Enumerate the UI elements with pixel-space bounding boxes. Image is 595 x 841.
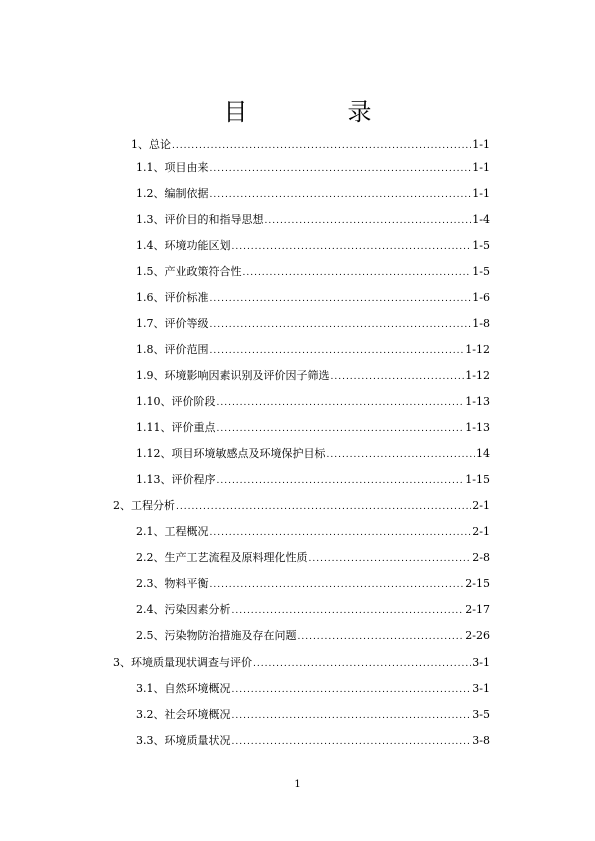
toc-entry-page: 1-12 <box>465 369 490 382</box>
page-number: 1 <box>294 779 301 790</box>
toc-entry-page: 2-1 <box>472 499 490 512</box>
dot-leader <box>210 188 472 202</box>
dot-leader <box>265 214 472 228</box>
toc-entry-label: 1.13、评价程序 <box>136 473 216 486</box>
dot-leader <box>217 474 465 488</box>
toc-entry-page: 3-1 <box>472 656 490 669</box>
toc-entry[interactable] <box>113 656 490 670</box>
dot-leader <box>309 552 472 566</box>
toc-entry-label: 2.4、污染因素分析 <box>136 603 231 616</box>
toc-entry-label: 1.6、评价标准 <box>136 291 209 304</box>
toc-entry[interactable] <box>136 682 490 696</box>
toc-entry-page: 1-4 <box>472 213 490 226</box>
toc-entry-page: 1-1 <box>472 187 490 200</box>
toc-entry[interactable] <box>136 708 490 722</box>
toc-entry[interactable] <box>131 138 490 152</box>
toc-entry[interactable] <box>136 317 490 331</box>
toc-entry-page: 3-1 <box>472 682 490 695</box>
dot-leader <box>327 448 476 462</box>
dot-leader <box>217 422 465 436</box>
toc-entry[interactable] <box>136 525 490 539</box>
toc-entry-page: 1-5 <box>472 265 490 278</box>
dot-leader <box>298 630 465 644</box>
dot-leader <box>210 292 472 306</box>
toc-entry-label: 1.11、评价重点 <box>136 421 216 434</box>
toc-entry-label: 1.9、环境影响因素识别及评价因子筛选 <box>136 369 330 382</box>
dot-leader <box>176 500 471 514</box>
toc-entry-label: 2.5、污染物防治措施及存在问题 <box>136 629 297 642</box>
toc-entry-label: 1.4、环境功能区划 <box>136 239 231 252</box>
toc-entry-page: 1-1 <box>472 138 490 151</box>
toc-entry-label: 1.12、项目环境敏感点及环境保护目标 <box>136 447 326 460</box>
toc-entry-page: 1-5 <box>472 239 490 252</box>
toc-entry-label: 1.5、产业政策符合性 <box>136 265 242 278</box>
toc-entry[interactable] <box>136 395 490 409</box>
toc-entry-page: 14 <box>476 447 490 460</box>
dot-leader <box>232 683 472 697</box>
toc-entry-label: 1.1、项目由来 <box>136 161 209 174</box>
toc-entry-label: 2.2、生产工艺流程及原料理化性质 <box>136 551 308 564</box>
toc-entry[interactable] <box>113 499 490 513</box>
toc-entry[interactable] <box>136 161 490 175</box>
dot-leader <box>210 344 465 358</box>
toc-entry-label: 1.3、评价目的和指导思想 <box>136 213 264 226</box>
toc-entry-label: 1、总论 <box>131 138 171 151</box>
page-title: 目 录 <box>223 98 410 126</box>
toc-entry[interactable] <box>136 603 490 617</box>
dot-leader <box>253 657 471 671</box>
toc-entry-label: 2.1、工程概况 <box>136 525 209 538</box>
toc-entry-label: 2.3、物料平衡 <box>136 577 209 590</box>
toc-entry-label: 1.7、评价等级 <box>136 317 209 330</box>
dot-leader <box>232 604 465 618</box>
toc-entry[interactable] <box>136 343 490 357</box>
toc-entry[interactable] <box>136 551 490 565</box>
toc-entry-label: 3.1、自然环境概况 <box>136 682 231 695</box>
toc-entry[interactable] <box>136 187 490 201</box>
toc-entry-page: 1-12 <box>465 343 490 356</box>
toc-entry[interactable] <box>136 473 490 487</box>
toc-entry-label: 1.10、评价阶段 <box>136 395 216 408</box>
toc-entry-page: 1-15 <box>465 473 490 486</box>
toc-entry-page: 2-15 <box>465 577 490 590</box>
toc-entry[interactable] <box>136 369 490 383</box>
toc-entry-label: 3、环境质量现状调查与评价 <box>113 656 252 669</box>
toc-entry-label: 3.2、社会环境概况 <box>136 708 231 721</box>
toc-entry-label: 1.8、评价范围 <box>136 343 209 356</box>
toc-entry-page: 1-8 <box>472 317 490 330</box>
dot-leader <box>232 709 472 723</box>
toc-entry-page: 1-13 <box>465 395 490 408</box>
toc-entry[interactable] <box>136 447 490 461</box>
toc-entry-page: 2-1 <box>472 525 490 538</box>
toc-entry-label: 1.2、编制依据 <box>136 187 209 200</box>
toc-entry-page: 2-8 <box>472 551 490 564</box>
toc-entry[interactable] <box>136 734 490 748</box>
toc-entry[interactable] <box>136 421 490 435</box>
dot-leader <box>210 162 472 176</box>
dot-leader <box>232 735 472 749</box>
toc-entry-page: 2-26 <box>465 629 490 642</box>
toc-entry[interactable] <box>136 577 490 591</box>
toc-entry[interactable] <box>136 239 490 253</box>
toc-entry-label: 2、工程分析 <box>113 499 175 512</box>
toc-entry-label: 3.3、环境质量状况 <box>136 734 231 747</box>
dot-leader <box>243 266 472 280</box>
toc-entry[interactable] <box>136 291 490 305</box>
dot-leader <box>172 139 471 153</box>
dot-leader <box>210 318 472 332</box>
toc-entry-page: 3-8 <box>472 734 490 747</box>
dot-leader <box>210 578 465 592</box>
toc-entry[interactable] <box>136 265 490 279</box>
toc-entry[interactable] <box>136 213 490 227</box>
dot-leader <box>217 396 465 410</box>
toc-entry-page: 2-17 <box>465 603 490 616</box>
toc-entry-page: 1-13 <box>465 421 490 434</box>
toc-entry-page: 1-6 <box>472 291 490 304</box>
dot-leader <box>210 526 472 540</box>
dot-leader <box>232 240 472 254</box>
dot-leader <box>331 370 465 384</box>
toc-entry-page: 1-1 <box>472 161 490 174</box>
toc-entry[interactable] <box>136 629 490 643</box>
toc-entry-page: 3-5 <box>472 708 490 721</box>
